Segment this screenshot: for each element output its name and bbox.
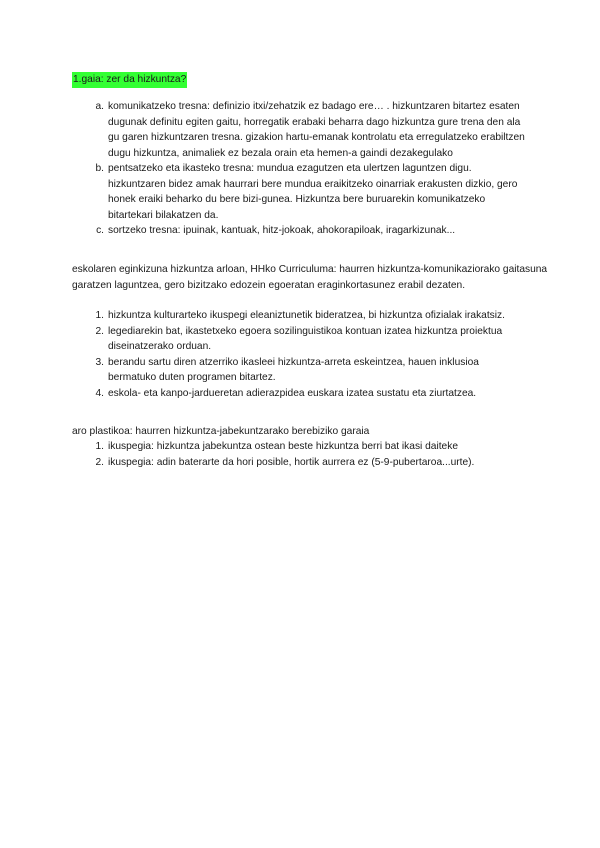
- list-marker: c.: [96, 225, 104, 236]
- list-perspectives: [95, 439, 528, 470]
- list-item-text: pentsatzeko eta ikasteko tresna: mundua ezagutzen eta ulertzen laguntzen digu. hizkuntzaren bidez amak haurrari bere mundua eraikitzeko oinarriak erakusten dizkio, gero honek eraiki beharko du bere bizi-gunea. Hizkuntza bere buruarekin komunikatzeko bitartekari bilakatzen da.: [108, 163, 518, 221]
- list-item: [96, 223, 528, 239]
- list-marker: 3.: [95, 356, 104, 368]
- list-marker: a.: [95, 101, 104, 112]
- list-item: [95, 99, 528, 161]
- paragraph-school-role: eskolaren eginkizuna hizkuntza arloan, HHko Curriculuma: haurren hizkuntza-komunikaziorako gaitasuna garatzen laguntzea, gero bizitzako edozein egoeratan eraginkortasunez erabil dezaten.: [72, 264, 548, 291]
- list-item: [95, 161, 528, 223]
- list-item-text: eskola- eta kanpo-jardueretan adierazpidea euskara izatea sustatu eta ziurtatzea.: [108, 387, 477, 399]
- list-marker: 2.: [95, 325, 104, 337]
- list-item-text: hizkuntza kulturarteko ikuspegi eleaniztunetik bideratzea, bi hizkuntza ofizialak irakatsiz.: [108, 310, 505, 321]
- list-item: [95, 439, 528, 455]
- list-item: [95, 455, 528, 471]
- list-marker: 4.: [95, 387, 104, 399]
- list-item-text: legediarekin bat, ikastetxeko egoera sozilinguistikoa kontuan izatea hizkuntza proiektua diseinatzerako orduan.: [108, 325, 503, 352]
- list-item-text: sortzeko tresna: ipuinak, kantuak, hitz-jokoak, ahokorapiloak, iragarkizunak...: [108, 225, 456, 236]
- list-item: [95, 386, 528, 402]
- list-item-text: berandu sartu diren atzerriko ikasleei hizkuntza-arreta eskeintzea, hauen inklusioa bermatuko duten programen bitartez.: [108, 356, 479, 383]
- list-marker: 1.: [95, 310, 104, 321]
- list-marker: b.: [95, 163, 104, 174]
- list-item-text: ikuspegia: hizkuntza jabekuntza ostean beste hizkuntza berri bat ikasi daiteke: [108, 441, 458, 452]
- list-marker: 2.: [95, 456, 104, 468]
- list-item-text: ikuspegia: adin baterarte da hori posible, hortik aurrera ez (5-9-pubertaroa...urte).: [108, 456, 475, 468]
- list-marker: 1.: [95, 441, 104, 452]
- list-item: [95, 308, 528, 324]
- list-item-text: komunikatzeko tresna: definizio itxi/zehatzik ez badago ere… . hizkuntzaren bitartez esaten dugunak definitu egiten gaitu, horregatik erabaki beharra dago hizkuntza gure trena den ala gu garen hizkuntzaren tresna. gizakion hartu-emanak kontrolatu eta erregulatzeko erabiltzen dugu hizkuntza, animaliek ez bezala orain eta hemen-a gaindi dezakegulako: [108, 101, 525, 159]
- list-item: [95, 324, 528, 355]
- paragraph-plastic-period: aro plastikoa: haurren hizkuntza-jabekuntzarako berebiziko garaia: [72, 426, 370, 437]
- list-school-goals: [95, 308, 528, 401]
- section-heading: 1.gaia: zer da hizkuntza?: [72, 72, 187, 88]
- list-item: [95, 355, 528, 386]
- list-tool-functions: [95, 99, 528, 239]
